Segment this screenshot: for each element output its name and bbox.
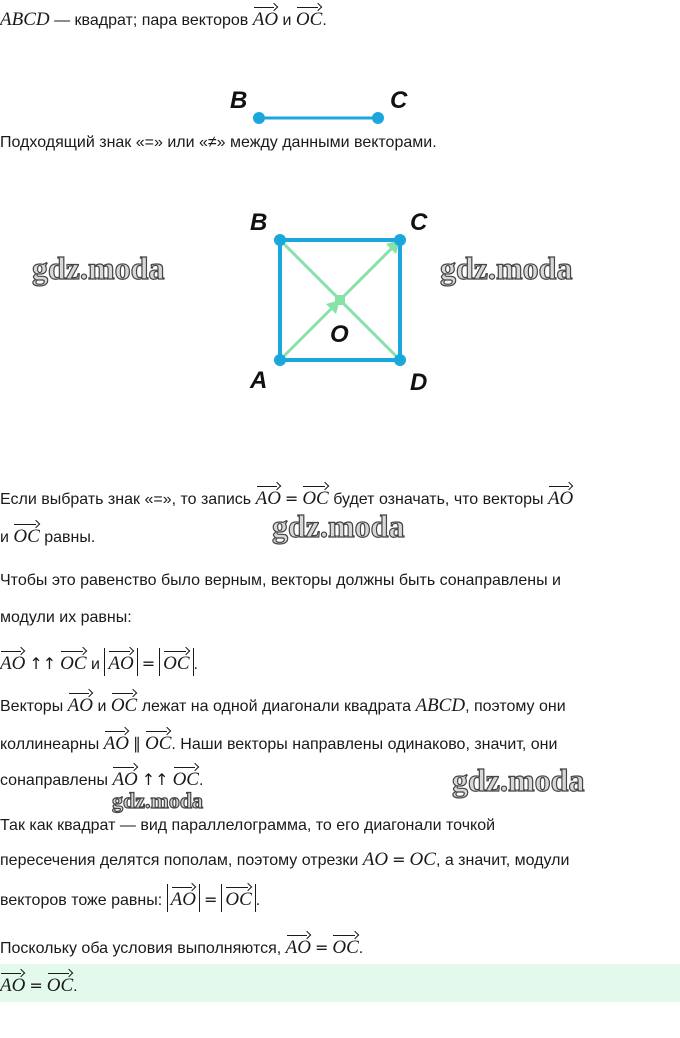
p3-text-b: лежат на одной диагонали квадрата bbox=[141, 698, 411, 715]
p1-text-b: будет означать, что векторы bbox=[333, 491, 544, 508]
equals-sign: = bbox=[29, 976, 43, 995]
vector-oc: OC bbox=[111, 690, 137, 717]
segment-oc: OC bbox=[409, 849, 436, 870]
point-b2 bbox=[274, 234, 286, 246]
figure-segment-bc bbox=[220, 80, 420, 130]
watermark: gdz.moda bbox=[272, 508, 405, 544]
solution-p2-line1: Чтобы это равенство было верным, векторы должны быть сонаправлены и bbox=[0, 572, 561, 589]
answer-box bbox=[0, 964, 680, 1002]
label-c2: C bbox=[410, 209, 428, 236]
equals-sign: = bbox=[392, 850, 406, 869]
point-c bbox=[372, 112, 384, 124]
solution-p1-line1 bbox=[0, 483, 573, 511]
vector-ao: AO bbox=[171, 884, 196, 911]
p1-text-c: равны. bbox=[44, 529, 96, 546]
point-b bbox=[253, 112, 265, 124]
solution-p3-line3 bbox=[0, 764, 203, 792]
vector-ao: AO bbox=[548, 483, 573, 510]
label-d2: D bbox=[410, 369, 428, 396]
period: . bbox=[193, 656, 198, 673]
vector-oc: OC bbox=[225, 884, 251, 911]
answer-formula bbox=[0, 970, 78, 998]
vector-ao: AO bbox=[286, 932, 311, 959]
solution-p5 bbox=[0, 932, 363, 960]
watermark: gdz.moda bbox=[452, 762, 585, 798]
label-b: B bbox=[230, 87, 248, 114]
codirected-sign: ↑↑ bbox=[141, 770, 169, 789]
and-word: и bbox=[91, 656, 100, 673]
p1-text-a: Если выбрать знак «=», то запись bbox=[0, 491, 252, 508]
task-intro: — квадрат; пара векторов bbox=[54, 12, 249, 29]
parallel-sign: ∥ bbox=[132, 734, 141, 753]
point-o bbox=[335, 295, 345, 305]
modulus-oc bbox=[159, 648, 193, 676]
label-o: O bbox=[330, 321, 349, 348]
solution-p2-line2: модули их равны: bbox=[0, 609, 132, 626]
and-word: и bbox=[97, 698, 107, 715]
label-c: C bbox=[390, 87, 408, 114]
vector-oc: OC bbox=[332, 932, 358, 959]
p3-text-a: Векторы bbox=[0, 698, 64, 715]
p4-text-a: пересечения делятся пополам, поэтому отрезки bbox=[0, 852, 359, 869]
and-word: и bbox=[282, 12, 292, 29]
question-text: Подходящий знак «=» или «≠» между данными векторами. bbox=[0, 134, 437, 151]
vector-ao: AO bbox=[104, 728, 129, 755]
vector-ao: AO bbox=[108, 648, 133, 675]
period: . bbox=[358, 940, 364, 957]
point-d2 bbox=[394, 354, 406, 366]
equals-sign: = bbox=[141, 654, 156, 673]
vector-oc: OC bbox=[163, 648, 189, 675]
vector-ao: AO bbox=[0, 970, 25, 997]
p3-text-f: сонаправлены bbox=[0, 772, 108, 789]
solution-p4-line3 bbox=[0, 884, 260, 912]
vector-oc: OC bbox=[60, 648, 86, 675]
point-c2 bbox=[394, 234, 406, 246]
label-a2: A bbox=[250, 367, 268, 394]
modulus-oc bbox=[221, 884, 255, 912]
vector-ao: AO bbox=[256, 483, 281, 510]
solution-p1-line2 bbox=[0, 521, 95, 549]
vector-oc: OC bbox=[173, 764, 199, 791]
watermark: gdz.moda bbox=[112, 788, 204, 813]
figure-square bbox=[240, 200, 440, 400]
solution-p4-line1: Так как квадрат — вид параллелограмма, то его диагонали точкой bbox=[0, 817, 496, 834]
square-name: ABCD bbox=[415, 695, 466, 716]
period: . bbox=[198, 772, 204, 789]
task-statement bbox=[0, 4, 327, 32]
formula-codirected-equal bbox=[0, 648, 198, 676]
square-name: ABCD bbox=[0, 9, 50, 30]
modulus-ao bbox=[167, 884, 200, 912]
vector-oc: OC bbox=[13, 521, 39, 548]
p4-text-b: , а значит, модули bbox=[435, 852, 570, 869]
p3-text-e: . Наши векторы направлены одинаково, значит, они bbox=[171, 736, 558, 753]
label-b2: B bbox=[250, 209, 268, 236]
watermark: gdz.moda bbox=[440, 250, 573, 286]
p5-text: Поскольку оба условия выполняются, bbox=[0, 940, 282, 957]
and-word: и bbox=[0, 529, 9, 546]
period: . bbox=[322, 12, 327, 29]
equals-sign: = bbox=[284, 489, 299, 508]
solution-p3-line1 bbox=[0, 690, 566, 718]
codirected-sign: ↑↑ bbox=[29, 654, 57, 673]
p3-text-c: , поэтому они bbox=[465, 698, 566, 715]
vector-ao: AO bbox=[112, 764, 137, 791]
vector-oc: OC bbox=[296, 4, 322, 31]
vector-oc: OC bbox=[145, 728, 171, 755]
vector-ao: AO bbox=[0, 648, 25, 675]
solution-p3-line2 bbox=[0, 728, 557, 756]
segment-ao: AO bbox=[362, 849, 389, 870]
period: . bbox=[255, 892, 261, 909]
vector-oc: OC bbox=[47, 970, 73, 997]
period: . bbox=[73, 978, 78, 995]
vector-ao: AO bbox=[68, 690, 93, 717]
vector-oc: OC bbox=[302, 483, 328, 510]
p4-text-c: векторов тоже равны: bbox=[0, 892, 163, 909]
modulus-ao bbox=[104, 648, 137, 676]
equals-sign: = bbox=[203, 890, 218, 909]
point-a2 bbox=[274, 354, 286, 366]
p3-text-d: коллинеарны bbox=[0, 736, 100, 753]
watermark: gdz.moda bbox=[32, 250, 165, 286]
vector-ao: AO bbox=[253, 4, 278, 31]
equals-sign: = bbox=[314, 938, 329, 957]
solution-p4-line2 bbox=[0, 849, 569, 872]
